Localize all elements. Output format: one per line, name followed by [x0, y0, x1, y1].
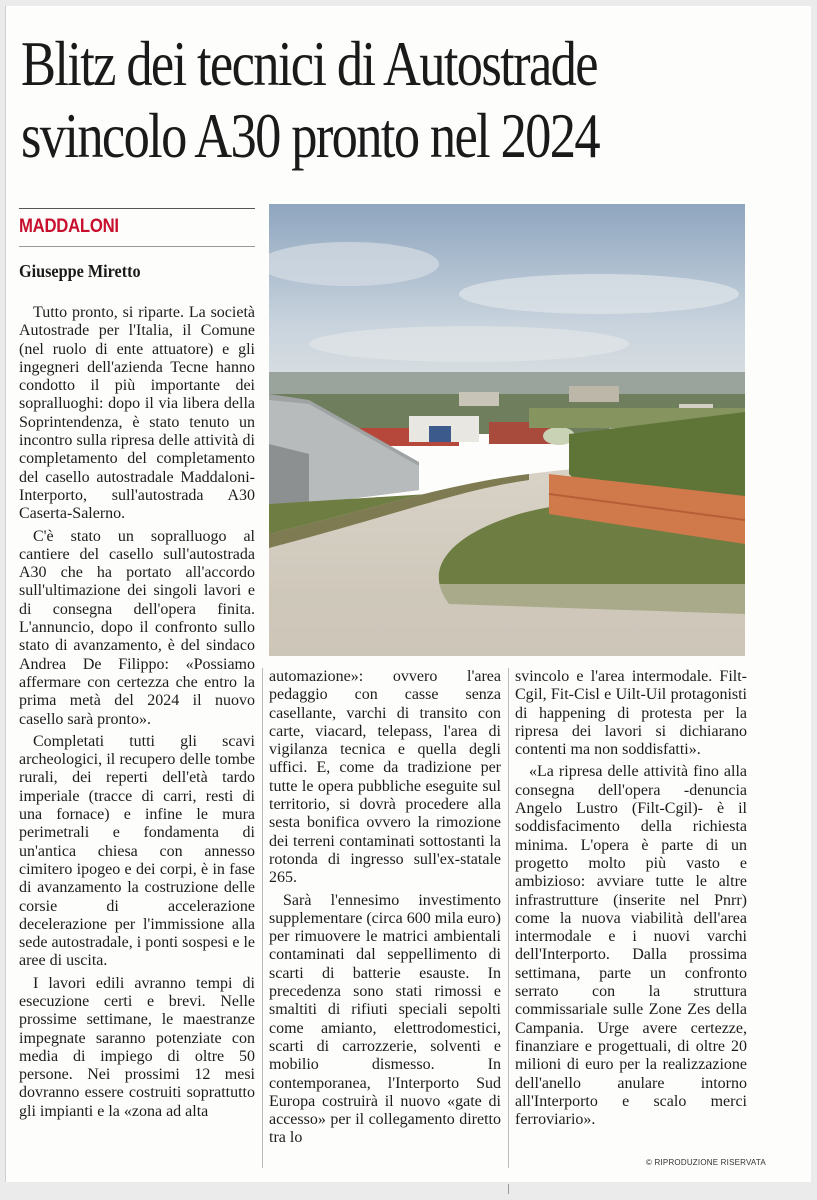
column-1 — [19, 304, 255, 1121]
paragraph: I lavori edili avranno tempi di esecuzione certi e brevi. Nelle prossime settimane, le maestranze impegnate saranno potenziate con media di impiego di oltre 50 persone. Nei prossimi 12 mesi dovranno essere costruiti soprattutto gli impianti e la «zona ad alta — [19, 974, 255, 1120]
paragraph: automazione»: ovvero l'area pedaggio con casse senza casellante, varchi di transito con carte, viacard, telepass, l'area di vigilanza tecnica e quella degli uffici. E, come da tradizione per tutte le opera pubbliche eseguite sul territorio, si dovrà procedere alla sesta bonifica ovvero la rimozione dei terreni contaminati sottostanti la rotonda di ingresso sull'ex-statale 265. — [269, 668, 501, 887]
paragraph: Sarà l'ennesimo investimento supplementare (circa 600 mila euro) per rimuovere le matrici ambientali contaminati dal seppellimento di scarti di batterie esauste. In precedenza sono stati rimossi e smaltiti di rifiuti speciali sepolti come amianto, elettrodomestici, scarti di carrozzerie, solventi e mobilio dismesso. In contemporanea, l'Interporto Sud Europa costruirà il nuovo «gate di accesso» per il collegamento diretto tra lo — [269, 891, 501, 1147]
kicker-location: MADDALONI — [19, 216, 119, 237]
paragraph: C'è stato un sopralluogo al cantiere del casello sull'autostrada A30 che ha portato all'accordo sull'ultimazione dei singoli lavori e di consegna dell'opera finita. L'annuncio, dopo il confronto sullo stato di avanzamento, è del sindaco Andrea De Filippo: «Possiamo affermare con certezza che entro la prima metà del 2024 il nuovo casello sarà pronto». — [19, 527, 255, 728]
newspaper-page — [5, 6, 811, 1182]
headline — [21, 28, 661, 172]
column-divider — [508, 668, 509, 1168]
kicker-top-rule — [19, 208, 255, 209]
column-2 — [269, 668, 501, 1148]
kicker-bottom-rule — [19, 246, 255, 247]
copyright-notice: © RIPRODUZIONE RISERVATA — [646, 1158, 766, 1167]
photo-buildings — [459, 392, 499, 406]
page-left-border — [5, 6, 6, 1182]
paragraph: svincolo e l'area intermodale. Filt-Cgil, Fit-Cisl e Uilt-Uil protagonisti di happening di protesta per la ripresa dei lavori si dichiarano contenti ma non soddisfatti». — [515, 668, 747, 759]
headline-line-1: Blitz dei tecnici di Autostrade — [21, 28, 597, 99]
byline-author: Giuseppe Miretto — [19, 261, 141, 281]
column-divider — [262, 668, 263, 1168]
column-3 — [515, 668, 747, 1129]
headline-line-2: svincolo A30 pronto nel 2024 — [21, 100, 599, 171]
paragraph: Completati tutti gli scavi archeologici, il recupero delle tombe rurali, dei reperti dell'età tardo imperiale (tracce di carri, resti di una fornace) e infine le mura perimetrali e fondamenta di un'antica chiesa con annesso cimitero ipogeo e dei corpi, è in fase di avanzamento la costruzione delle corsie di accelerazione decelerazione per l'immissione alla sede autostradale, i ponti sospesi e le aree di uscita. — [19, 732, 255, 970]
paragraph: Tutto pronto, si riparte. La società Autostrade per l'Italia, il Comune (nel ruolo di ente attuatore) e gli ingegneri dell'azienda Tecne hanno condotto il più importante dei sopralluoghi: dopo il via libera della Soprintendenza, è stato tenuto un incontro sulla ripresa delle attività di completamento del completamento del casello autostradale Maddaloni-Interporto, sull'autostrada A30 Caserta-Salerno. — [19, 304, 255, 523]
page-bottom-mark — [508, 1184, 509, 1194]
paragraph: «La ripresa delle attività fino alla consegna dell'opera -denuncia Angelo Lustro (Filt-Cgil)- è il soddisfacimento della richiesta minima. L'opera è parte di un progetto molto più vasto e ambizioso: avviare tutte le altre infrastrutture (inserite nel Pnrr) come la nuova viabilità dell'area intermodale e i nuovi varchi dell'Interporto. Dalla prossima settimana, parte un confronto serrato con la struttura commissariale sulle Zone Zes della Campania. Urge avere certezze, finanziare e progettuali, di oltre 20 milioni di euro per la realizzazione dell'anello anulare intorno all'Interporto e scalo merci ferroviario». — [515, 763, 747, 1129]
article-photo — [269, 204, 745, 656]
